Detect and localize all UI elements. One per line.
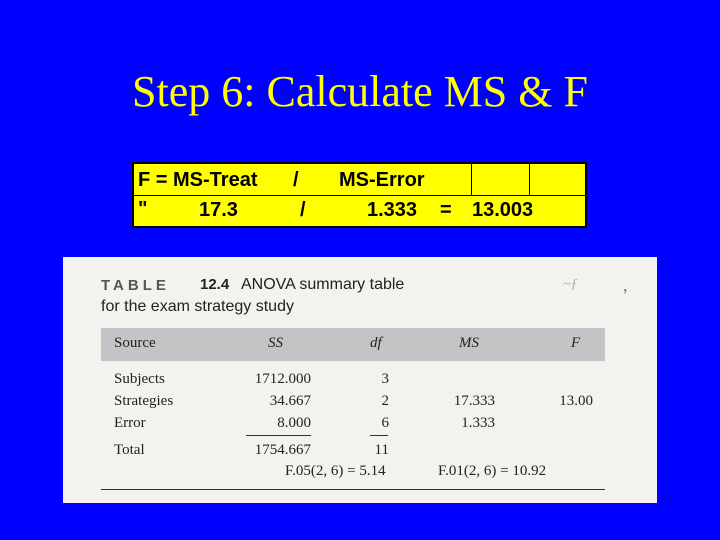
header-f: F [571,335,581,351]
grid-col-divider [529,164,530,195]
ms-treat-value: 17.3 [199,199,238,221]
row-error-ss: 8.000 [277,415,311,431]
anova-table-image [63,257,657,503]
equals-sign: = [440,199,452,221]
row-strategies-df: 2 [381,393,389,409]
formula-divide-sign: / [293,169,299,191]
row-strategies-ss: 34.667 [269,393,311,409]
row-error-df: 6 [381,415,389,431]
row-total-df: 11 [374,442,389,458]
scan-artifact-mark: ~ƒ [563,277,578,292]
row-subjects-df: 3 [381,371,389,387]
critical-f05: F.05(2, 6) = 5.14 [285,463,386,479]
table-bottom-rule [101,489,605,490]
table-label: TABLE [101,277,170,294]
ms-error-value: 1.333 [367,199,418,221]
formula-lhs: F = MS-Treat [138,169,258,191]
row-subjects-source: Subjects [114,371,165,387]
grid-col-divider [471,164,472,195]
formula-ms-error: MS-Error [339,169,425,191]
table-number: 12.4 [200,276,230,293]
row-error-source: Error [114,415,146,431]
header-source: Source [114,335,156,351]
formula-box [132,162,587,228]
df-sum-rule [370,435,388,436]
header-df: df [370,335,382,351]
divide-sign: / [300,199,306,221]
f-value: 13.003 [472,199,534,221]
critical-f01: F.01(2, 6) = 10.92 [438,463,547,479]
ditto-mark: " [138,198,148,220]
table-subtitle: for the exam strategy study [101,298,294,315]
header-ms: MS [459,335,479,351]
header-ss: SS [268,335,283,351]
ss-sum-rule [246,435,311,436]
slide-title: Step 6: Calculate MS & F [132,67,588,116]
row-total-ss: 1754.667 [254,442,311,458]
row-strategies-ms: 17.333 [453,393,495,409]
row-strategies-f: 13.00 [559,393,593,409]
row-total-source: Total [114,442,145,458]
scan-artifact-mark: , [623,275,628,295]
row-strategies-source: Strategies [114,393,174,409]
grid-row-divider [134,195,585,196]
table-title: ANOVA summary table [241,276,405,293]
row-subjects-ss: 1712.000 [254,371,311,387]
table-header-band [101,328,605,361]
row-error-ms: 1.333 [461,415,495,431]
